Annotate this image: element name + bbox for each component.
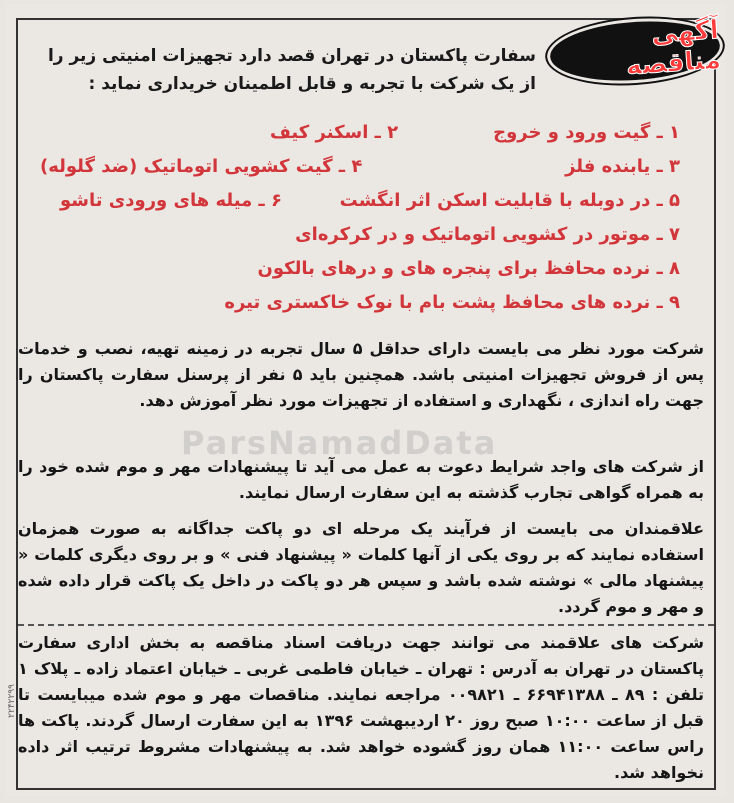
watermark: ParsNamadData <box>181 424 498 462</box>
invitation-paragraph: از شرکت های واجد شرایط دعوت به عمل می آید تا پیشنهادات مهر و موم شده خود را به همراه گواهی تجارب گذشته به این سفارت ارسال نمایند. <box>18 457 704 502</box>
envelopes-paragraph: علاقمندان می بایست از فرآیند یک مرحله ای دو پاکت جداگانه به صورت همزمان استفاده نمایند که بر روی یکی از آنها کلمات « پیشنهاد فنی » و بر روی دیگری کلمات « پیشنهاد مالی » نوشته شده باشد و سپس هر دو پاکت در داخل یک پاکت قرار داده شده و مهر و موم گردد. <box>18 519 704 616</box>
divider <box>18 624 714 626</box>
intro-line-2: از یک شرکت با تجربه و قابل اطمینان خریداری نماید : <box>88 74 536 94</box>
items-row <box>20 116 700 150</box>
items-row <box>20 150 700 184</box>
list-item: ۸ ـ نرده محافظ برای پنجره های و درهای بالکون <box>257 258 680 279</box>
items-list <box>20 116 700 320</box>
list-item: ۱ ـ گیت ورود و خروج <box>493 122 680 143</box>
ad-title-badge <box>548 16 722 86</box>
contact-paragraph: شرکت های علاقمند می توانند جهت دریافت اسناد مناقصه به بخش اداری سفارت پاکستان در تهران به آدرس : تهران ـ خیابان فاطمی غربی ـ خیابان اعتماد زاده ـ پلاک ۱ تلفن : ۸۹ ـ ۶۶۹۴۱۳۸۸ ـ ۰۰۹۸۲۱ مراجعه نمایند. مناقصات مهر و موم شده میبایست تا قبل از ساعت ۱۰:۰۰ صبح روز ۲۰ اردیبهشت ۱۳۹۶ به این سفارت ارسال گردند. پاکت ها راس ساعت ۱۱:۰۰ همان روز گشوده خواهد شد. به پیشنهادات مشروط ترتیب اثر داده نخواهد شد. <box>18 633 705 782</box>
ad-title: آگهی مناقصه <box>625 15 722 82</box>
list-item: ۲ ـ اسکنر کیف <box>270 122 399 143</box>
list-item: ۷ ـ موتور در کشویی اتوماتیک و در کرکره‌ای <box>295 224 680 245</box>
list-item: ۳ ـ یابنده فلز <box>565 156 680 177</box>
newspaper-clipping <box>6 4 726 796</box>
side-id: ۲۲۴۲۲۹۹ <box>7 684 17 718</box>
items-row <box>20 184 700 218</box>
list-item: ۹ ـ نرده های محافظ پشت بام با نوک خاکستری تیره <box>224 292 680 313</box>
list-item: ۶ ـ میله های ورودی تاشو <box>60 190 282 211</box>
intro <box>36 42 536 98</box>
requirements-paragraph: شرکت مورد نظر می بایست دارای حداقل ۵ سال تجربه در زمینه تهیه، نصب و خدمات پس از فروش تجهیزات امنیتی باشد. همچنین باید ۵ نفر از پرسنل سفارت پاکستان را جهت راه اندازی ، نگهداری و استفاده از تجهیزات مورد نظر آموزش دهد. <box>18 339 705 410</box>
list-item: ۴ ـ گیت کشویی اتوماتیک (ضد گلوله) <box>40 156 363 177</box>
list-item: ۵ ـ در دوبله با قابلیت اسکن اثر انگشت <box>339 190 680 211</box>
intro-line-1: سفارت پاکستان در تهران قصد دارد تجهیزات امنیتی زیر را <box>47 46 536 66</box>
